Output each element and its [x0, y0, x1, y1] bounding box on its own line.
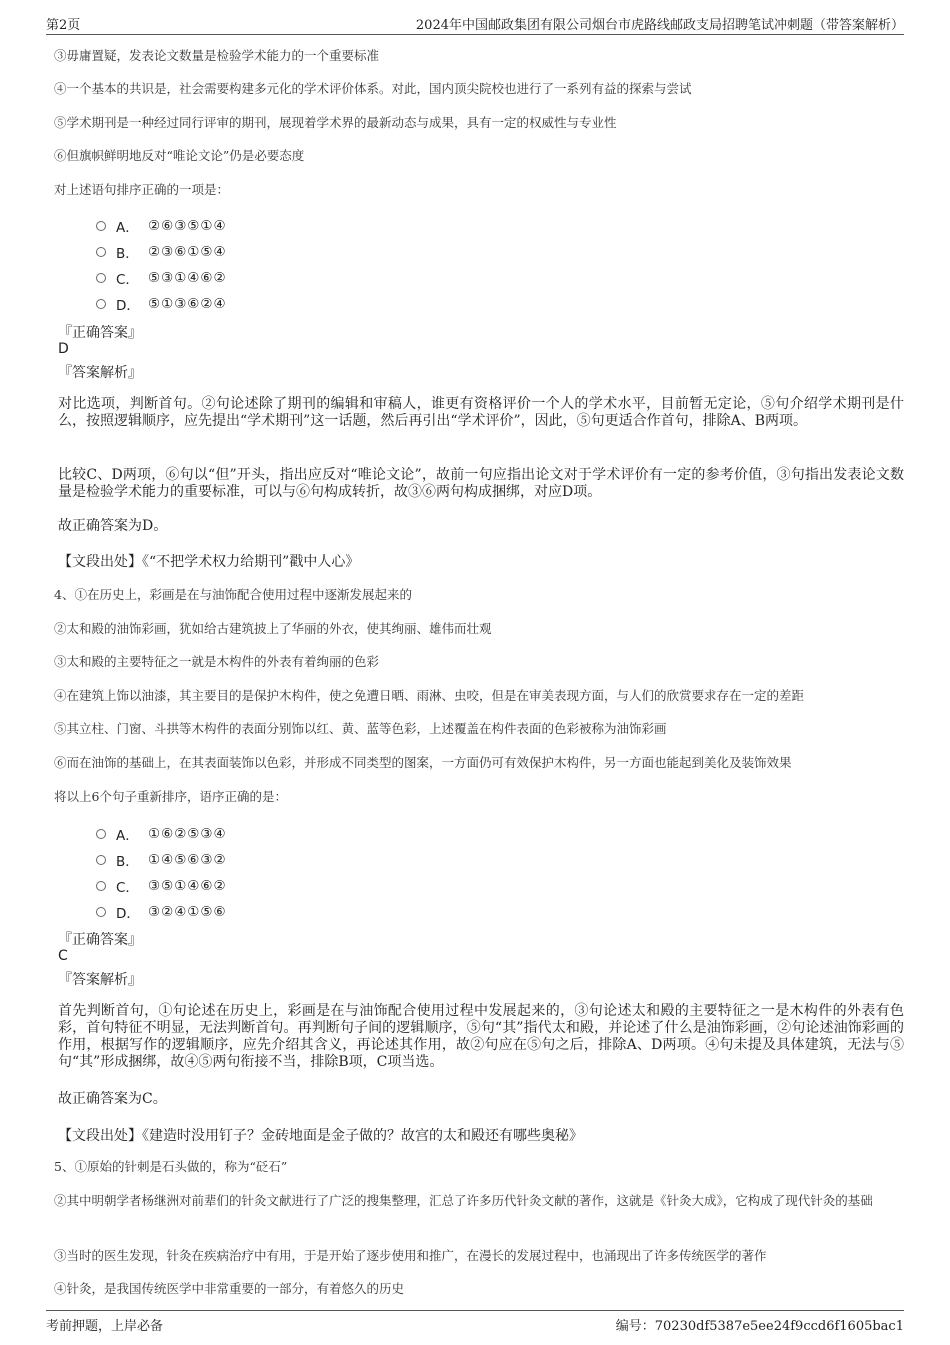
q3-option-d[interactable]: D． ⑤①③⑥②④ [96, 294, 227, 314]
radio-button[interactable] [96, 881, 106, 891]
source-citation: 【文段出处】《建造时没用钉子？金砖地面是金子做的？故宫的太和殿还有哪些奥秘》 [58, 1128, 583, 1144]
q4-option-d[interactable]: D． ③②④①⑤⑥ [96, 902, 227, 922]
analysis-label: 『答案解析』 [58, 365, 142, 381]
q4-statement: ⑥而在油饰的基础上，在其表面装饰以色彩，并形成不同类型的图案，一方面仍可有效保护木构件，另一方面也能起到美化及装饰效果 [54, 755, 792, 770]
radio-button[interactable] [96, 221, 106, 231]
radio-button[interactable] [96, 829, 106, 839]
analysis-conclusion: 故正确答案为C。 [58, 1091, 167, 1107]
q4-statement: 4、①在历史上，彩画是在与油饰配合使用过程中逐渐发展起来的 [54, 587, 412, 602]
q4-statement: ⑤其立柱、门窗、斗拱等木构件的表面分别饰以红、黄、蓝等色彩，上述覆盖在构件表面的色彩被称为油饰彩画 [54, 721, 667, 736]
q5-statement: ②其中明朝学者杨继洲对前辈们的针灸文献进行了广泛的搜集整理，汇总了许多历代针灸文献的著作，这就是《针灸大成》，它构成了现代针灸的基础 [54, 1193, 873, 1208]
q3-statement: ④一个基本的共识是，社会需要构建多元化的学术评价体系。对此，国内顶尖院校也进行了一系列有益的探索与尝试 [54, 81, 692, 96]
radio-button[interactable] [96, 273, 106, 283]
radio-button[interactable] [96, 907, 106, 917]
q4-statement: ④在建筑上饰以油漆，其主要目的是保护木构件，使之免遭日晒、雨淋、虫咬，但是在审美表现方面，与人们的欣赏要求存在一定的差距 [54, 688, 805, 703]
document-title: 2024年中国邮政集团有限公司烟台市虎路线邮政支局招聘笔试冲刺题（带答案解析） [415, 18, 904, 33]
q3-statement: ⑤学术期刊是一种经过同行评审的期刊，展现着学术界的最新动态与成果，具有一定的权威性与专业性 [54, 115, 617, 130]
correct-answer: C [58, 948, 68, 964]
page-footer [46, 1310, 904, 1335]
analysis-paragraph: 对比选项，判断首句。②句论述除了期刊的编辑和审稿人，谁更有资格评价一个人的学术水平，目前暂无定论，⑤句介绍学术期刊是什么，按照逻辑顺序，应先提出“学术期刊”这一话题，然后再引出“学术评价”，因此，⑤句更适合作首句，排除A、B两项。 [58, 396, 904, 429]
q4-option-b[interactable]: B． ①④⑤⑥③② [96, 850, 227, 870]
analysis-label: 『答案解析』 [58, 972, 142, 988]
q4-option-c[interactable]: C． ③⑤①④⑥② [96, 876, 227, 896]
radio-button[interactable] [96, 247, 106, 257]
q5-statement: 5、①原始的针刺是石头做的，称为“砭石” [54, 1159, 288, 1174]
analysis-conclusion: 故正确答案为D。 [58, 518, 168, 534]
q3-statement: ③毋庸置疑，发表论文数量是检验学术能力的一个重要标准 [54, 48, 380, 63]
q4-option-a[interactable]: A． ①⑥②⑤③④ [96, 824, 227, 844]
q4-statement: ③太和殿的主要特征之一就是木构件的外表有着绚丽的色彩 [54, 654, 380, 669]
page-header [46, 12, 904, 35]
correct-answer-label: 『正确答案』 [58, 932, 142, 948]
q3-option-b[interactable]: B． ②③⑥①⑤④ [96, 242, 227, 262]
radio-button[interactable] [96, 299, 106, 309]
q3-statement: ⑥但旗帜鲜明地反对“唯论文论”仍是必要态度 [54, 148, 305, 163]
analysis-paragraph: 比较C、D两项，⑥句以“但”开头，指出应反对“唯论文论”，故前一句应指出论文对于学术评价有一定的参考价值，③句指出发表论文数量是检验学术能力的重要标准，可以与⑥句构成转折，故③⑥两句构成捆绑，对应D项。 [58, 467, 904, 500]
q3-prompt: 对上述语句排序正确的一项是： [54, 182, 230, 197]
source-citation: 【文段出处】《“不把学术权力给期刊”戳中人心》 [58, 554, 360, 570]
page-number: 第2页 [46, 18, 81, 33]
footer-slogan: 考前押题，上岸必备 [46, 1319, 164, 1334]
correct-answer-label: 『正确答案』 [58, 325, 142, 341]
correct-answer: D [58, 341, 69, 357]
analysis-paragraph: 首先判断首句，①句论述在历史上，彩画是在与油饰配合使用过程中发展起来的，③句论述太和殿的主要特征之一是木构件的外表有色彩，首句特征不明显，无法判断首句。再判断句子间的逻辑顺序，⑤句“其”指代太和殿，并论述了什么是油饰彩画，②句论述油饰彩画的作用，根据写作的逻辑顺序，应先介绍其含义，再论述其作用，故②句应在⑤句之后，排除A、D两项。④句未提及具体建筑，无法与⑤句“其”形成捆绑，故④⑤两句衔接不当，排除B项，C项当选。 [58, 1003, 904, 1070]
q5-statement: ③当时的医生发现，针灸在疾病治疗中有用，于是开始了逐步使用和推广，在漫长的发展过程中，也涌现出了许多传统医学的著作 [54, 1248, 767, 1263]
q4-statement: ②太和殿的油饰彩画，犹如给古建筑披上了华丽的外衣，使其绚丽、雄伟而壮观 [54, 621, 492, 636]
q5-statement: ④针灸，是我国传统医学中非常重要的一部分，有着悠久的历史 [54, 1281, 405, 1296]
q3-option-a[interactable]: A． ②⑥③⑤①④ [96, 216, 227, 236]
document-id: 编号：70230df5387e5ee24f9ccd6f1605bac1 [615, 1319, 904, 1334]
q3-option-c[interactable]: C． ⑤③①④⑥② [96, 268, 227, 288]
q4-prompt: 将以上6个句子重新排序，语序正确的是： [54, 789, 287, 804]
radio-button[interactable] [96, 855, 106, 865]
